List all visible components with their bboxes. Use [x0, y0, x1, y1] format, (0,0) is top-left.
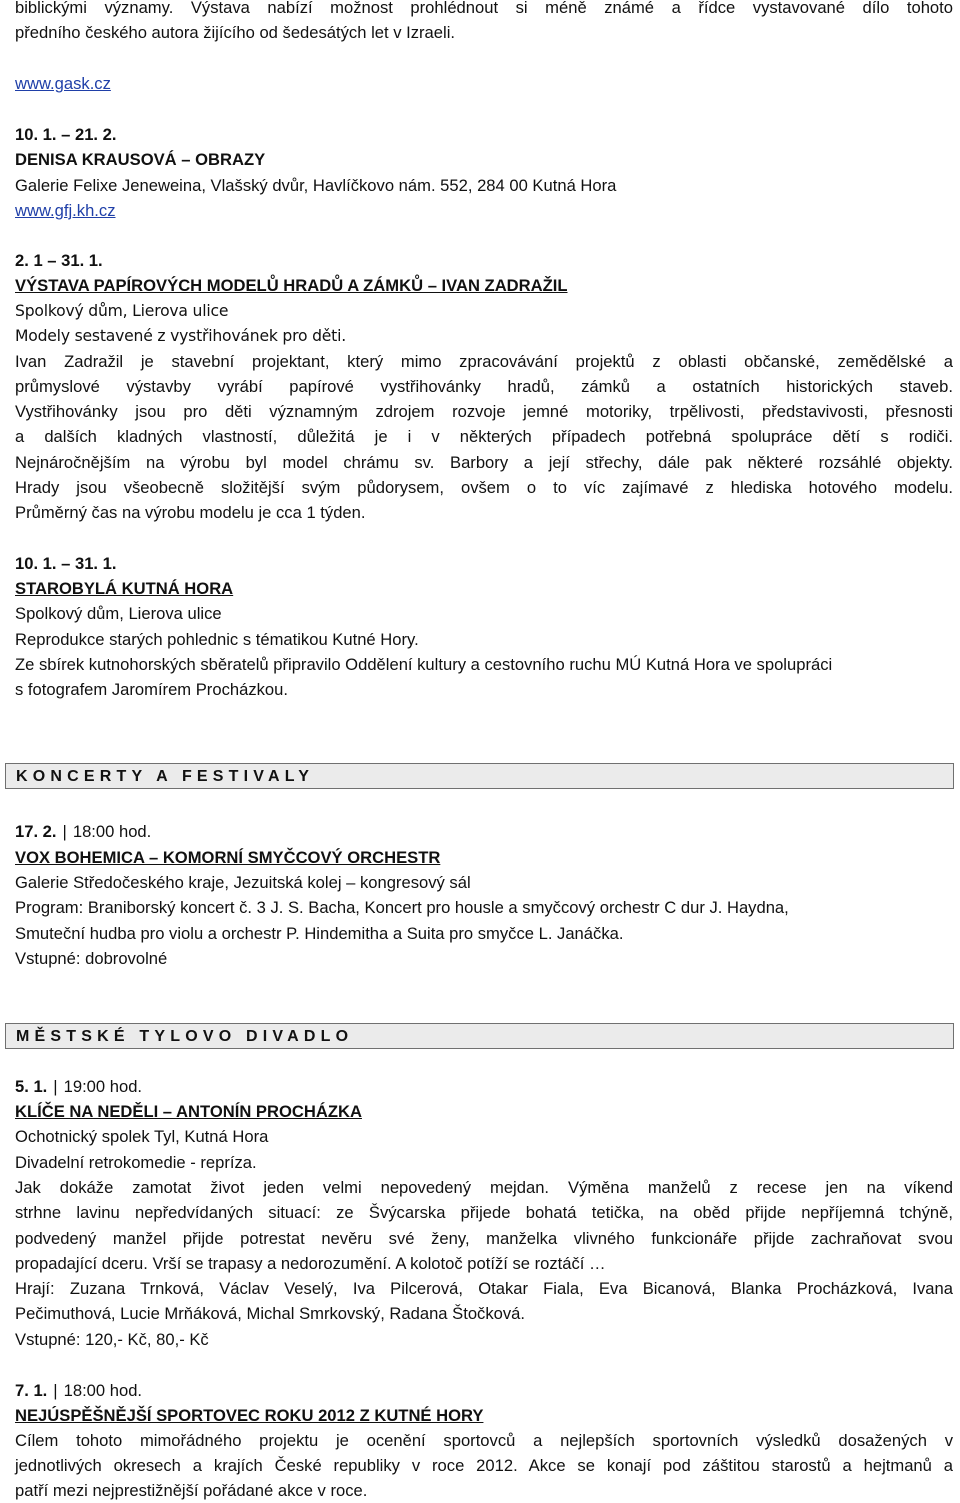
event-body-line: Program: Braniborský koncert č. 3 J. S. Bacha, Koncert pro housle a smyčcový orchestr C dur J. Haydna, — [15, 898, 789, 917]
event-title: VÝSTAVA PAPÍROVÝCH MODELŮ HRADŮ A ZÁMKŮ – IVAN ZADRAŽIL — [15, 276, 568, 295]
event-place: Galerie Felixe Jeneweina, Vlašský dvůr, Havlíčkovo nám. 552, 284 00 Kutná Hora — [15, 176, 617, 195]
event-body-line: strhne lavinu nepředvídaných situací: ze Švýcarska přijede bohatá tetička, na oběd přijde nepříjemná tchýně, — [15, 1203, 953, 1222]
event-title: STAROBYLÁ KUTNÁ HORA — [15, 579, 234, 598]
event-place: Ochotnický spolek Tyl, Kutná Hora — [15, 1127, 269, 1146]
event-title: KLÍČE NA NEDĚLI – ANTONÍN PROCHÁZKA — [15, 1102, 362, 1121]
event-body-line: Jak dokáže zamotat život jeden velmi nepovedený mejdan. Výměna manželů z recese jen na víkend — [15, 1178, 953, 1197]
event-subtitle: Modely sestavené z vystřihovánek pro děti. — [15, 327, 346, 345]
event-body-line: Hrady jsou všeobecně složitější svým půdorysem, ovšem o to víc zajímavé z hlediska hotového modelu. — [15, 478, 953, 497]
event-date: 7. 1. — [15, 1381, 48, 1400]
gfj-link[interactable]: www.gfj.kh.cz — [15, 201, 116, 220]
section-header-koncerty — [5, 763, 954, 789]
event-body-line: Průměrný čas na výrobu modelu je cca 1 týden. — [15, 503, 366, 522]
event-body-line: s fotografem Jaromírem Procházkou. — [15, 680, 288, 699]
event-cast-line: Pečimuthová, Lucie Mrňáková, Michal Smrkovský, Radana Štočková. — [15, 1304, 526, 1323]
intro-text-line: předního českého autora žijícího od šedesátých let v Izraeli. — [15, 23, 455, 42]
event-body-line: podvedený manžel přijde potrestat nevěru své ženy, manželka vlivného funkcionáře přijde zachraňovat svou — [15, 1229, 953, 1248]
event-body-line: propadající dceru. Vrší se trapasy a nedorozumění. A kolotoč potíží se roztáčí … — [15, 1254, 606, 1273]
event-cast-line: Hrají: Zuzana Trnková, Václav Veselý, Iva Pilcerová, Otakar Fiala, Eva Bicanová, Blanka Procházková, Ivana — [15, 1279, 953, 1298]
event-body-line: Ivan Zadražil je stavební projektant, který mimo zpracovávání projektů z oblasti občanské, zemědělské a — [15, 352, 953, 371]
event-body-line: Nejnáročnějším na výrobu byl model chrámu sv. Barbory a její střechy, dále pak některé rozsáhlé objekty. — [15, 453, 953, 472]
event-date: 5. 1. — [15, 1077, 48, 1096]
event-body-line: Ze sbírek kutnohorských sběratelů připravilo Oddělení kultury a cestovního ruchu MÚ Kutná Hora ve spolupráci — [15, 655, 833, 674]
event-place: Galerie Středočeského kraje, Jezuitská kolej – kongresový sál — [15, 873, 471, 892]
event-place: Spolkový dům, Lierova ulice — [15, 604, 222, 623]
section-title: MĚSTSKÉ TYLOVO DIVADLO — [16, 1028, 354, 1045]
event-body-line: průmyslové výstavby vyrábí papírové vystřihovánky hradů, zámků a ostatních historických staveb. — [15, 377, 953, 396]
event-date: 10. 1. – 31. 1. — [15, 554, 117, 573]
section-title: KONCERTY A FESTIVALY — [16, 768, 315, 785]
event-body-line: jednotlivých okresech a krajích České republiky v roce 2012. Akce se konají pod záštitou starostů a hejtmanů a — [15, 1456, 953, 1475]
event-place: Spolkový dům, Lierova ulice — [15, 302, 229, 320]
event-title: NEJÚSPĚŠNĚJŠÍ SPORTOVEC ROKU 2012 Z KUTNÉ HORY — [15, 1406, 484, 1425]
event-time: 18:00 hod. — [63, 1381, 143, 1400]
event-entry: Vstupné: dobrovolné — [15, 949, 168, 968]
section-header-divadlo — [5, 1023, 954, 1049]
event-title: VOX BOHEMICA – KOMORNÍ SMYČCOVÝ ORCHESTR — [15, 848, 441, 867]
event-date: 10. 1. – 21. 2. — [15, 125, 117, 144]
intro-text-line: biblickými významy. Výstava nabízí možnost prohlédnout si méně známé a řídce vystavované dílo tohoto — [15, 0, 953, 17]
event-body-line: Vystřihovánky jsou pro děti významným zdrojem rozvoje jemné motoriky, trpělivosti, představivosti, přesnosti — [15, 402, 953, 421]
event-date: 17. 2. — [15, 822, 57, 841]
event-time: 19:00 hod. — [63, 1077, 143, 1096]
event-entry: Vstupné: 120,- Kč, 80,- Kč — [15, 1330, 209, 1349]
event-body-line: patří mezi nejprestižnější pořádané akce v roce. — [15, 1481, 368, 1500]
event-subtitle: Divadelní retrokomedie - repríza. — [15, 1153, 257, 1172]
gask-link[interactable]: www.gask.cz — [15, 74, 111, 93]
event-subtitle: Reprodukce starých pohlednic s tématikou Kutné Hory. — [15, 630, 419, 649]
event-time: 18:00 hod. — [72, 822, 152, 841]
event-body-line: a dalších kladných vlastností, důležitá je i v některých případech potřebná spolupráce dětí s rodiči. — [15, 427, 953, 446]
event-body-line: Smuteční hudba pro violu a orchestr P. Hindemitha a Suita pro smyčce L. Janáčka. — [15, 924, 624, 943]
event-title: DENISA KRAUSOVÁ – OBRAZY — [15, 150, 266, 169]
event-date: 2. 1 – 31. 1. — [15, 251, 103, 270]
event-body-line: Cílem tohoto mimořádného projektu je ocenění sportovců a nejlepších sportovních výsledků dosažených v — [15, 1431, 953, 1450]
